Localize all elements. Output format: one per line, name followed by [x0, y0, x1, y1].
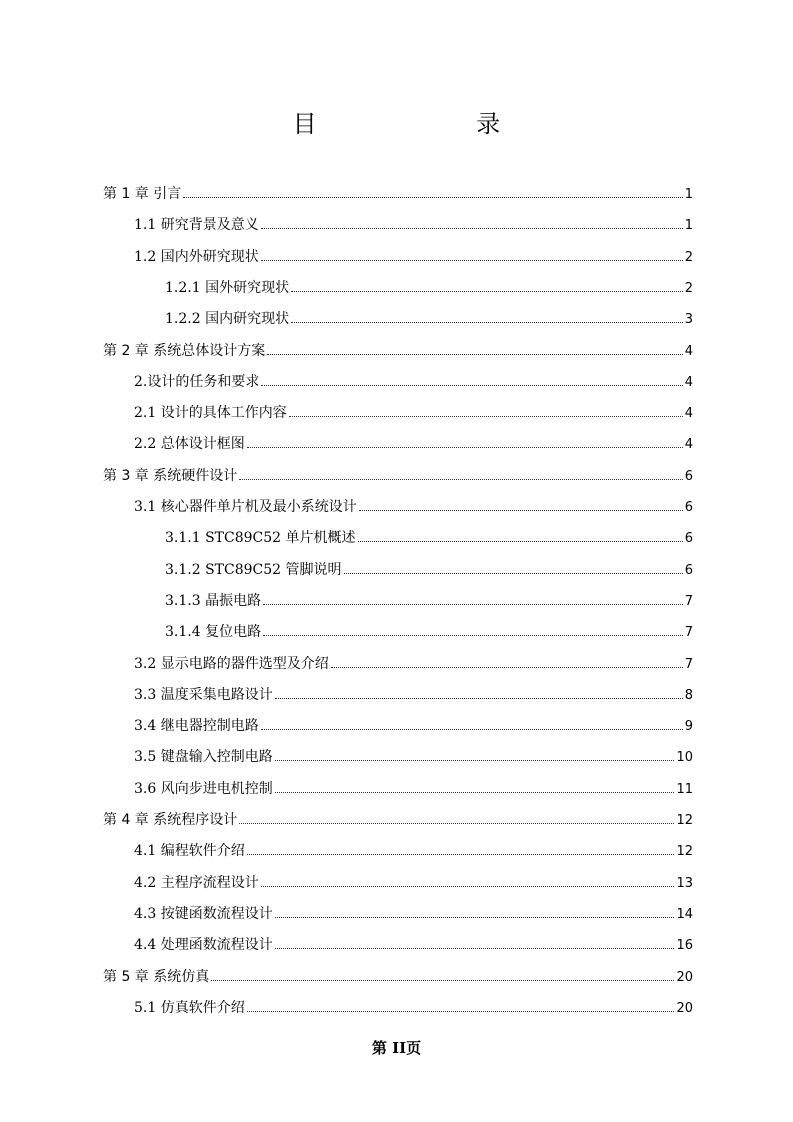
toc-entry-page: 12	[676, 844, 693, 860]
toc-dot-leader	[261, 728, 683, 730]
toc-dot-leader	[239, 478, 682, 480]
toc-dot-leader	[247, 446, 683, 448]
toc-entry[interactable]	[165, 278, 693, 299]
toc-entry-label: 1.2.1 国外研究现状	[165, 279, 290, 296]
toc-dot-leader	[358, 540, 683, 542]
toc-dot-leader	[247, 1010, 675, 1012]
toc-entry[interactable]	[134, 685, 693, 706]
toc-entry[interactable]	[165, 528, 693, 549]
toc-entry[interactable]	[134, 247, 693, 268]
toc-entry-page: 7	[684, 593, 693, 609]
toc-entry[interactable]	[165, 309, 693, 330]
toc-entry[interactable]	[103, 184, 693, 205]
toc-entry[interactable]	[165, 591, 693, 612]
toc-entry-label: 4.3 按键函数流程设计	[134, 905, 273, 922]
toc-entry-page: 2	[684, 249, 693, 265]
toc-entry[interactable]	[134, 998, 693, 1019]
toc-entry-label: 2.设计的任务和要求	[134, 373, 260, 390]
toc-entry-label: 5.1 仿真软件介绍	[134, 999, 245, 1016]
toc-entry[interactable]	[134, 434, 693, 455]
toc-entry-page: 10	[676, 750, 693, 766]
toc-entry[interactable]	[134, 935, 693, 956]
toc-entry-page: 4	[684, 406, 693, 422]
toc-entry-page: 8	[684, 687, 693, 703]
toc-entry-page: 6	[684, 500, 693, 515]
toc-entry[interactable]	[165, 560, 693, 581]
toc-dot-leader	[275, 759, 675, 761]
toc-entry-label: 3.1.1 STC89C52 单片机概述	[165, 530, 356, 547]
toc-dot-leader	[291, 321, 683, 323]
toc-entry-page: 20	[676, 1000, 693, 1016]
toc-entry-page: 1	[684, 187, 693, 202]
toc-entry-page: 14	[676, 906, 693, 922]
toc-dot-leader	[267, 353, 682, 355]
toc-dot-leader	[289, 415, 683, 417]
toc-dot-leader	[275, 916, 675, 918]
toc-entry[interactable]	[134, 841, 693, 862]
toc-entry-label: 1.2.2 国内研究现状	[165, 311, 290, 328]
toc-entry[interactable]	[103, 466, 693, 487]
toc-entry[interactable]	[165, 622, 693, 643]
toc-entry-label: 3.4 继电器控制电路	[134, 718, 259, 735]
toc-entry-page: 13	[676, 875, 693, 891]
toc-entry-label: 3.6 风向步进电机控制	[134, 780, 273, 797]
toc-entry-page: 16	[676, 938, 693, 954]
toc-entry-label: 3.1.2 STC89C52 管脚说明	[165, 561, 342, 578]
toc-entry-label: 第 4 章 系统程序设计	[103, 812, 238, 828]
toc-dot-leader	[275, 697, 683, 699]
toc-entry[interactable]	[134, 497, 693, 518]
toc-entry-label: 2.1 设计的具体工作内容	[134, 405, 287, 422]
toc-entry-page: 9	[684, 719, 693, 735]
toc-entry-label: 3.5 键盘输入控制电路	[134, 749, 273, 766]
toc-entry-label: 1.1 研究背景及意义	[134, 217, 259, 234]
toc-entry-label: 第 2 章 系统总体设计方案	[103, 342, 266, 359]
toc-dot-leader	[275, 947, 675, 949]
toc-dot-leader	[359, 509, 683, 511]
toc-entry-page: 4	[684, 343, 693, 359]
toc-entry-page: 1	[684, 218, 693, 234]
page-footer: 第 II页	[371, 1039, 422, 1057]
toc-entry-label: 3.2 显示电路的器件选型及介绍	[134, 655, 329, 672]
toc-entry-label: 第 1 章 引言	[103, 186, 182, 202]
toc-dot-leader	[344, 572, 683, 574]
toc-entry-page: 7	[684, 656, 693, 672]
toc-dot-leader	[263, 603, 683, 605]
toc-entry-page: 4	[684, 437, 693, 453]
toc-dot-leader	[261, 384, 682, 386]
toc-entry[interactable]	[134, 873, 693, 894]
toc-entry-page: 11	[676, 781, 693, 797]
toc-dot-leader	[261, 259, 683, 261]
toc-entry-page: 3	[684, 312, 693, 328]
page-title: 目 录	[292, 110, 577, 138]
toc-entry[interactable]	[134, 716, 693, 737]
toc-entry-label: 3.1.3 晶振电路	[165, 592, 262, 609]
toc-dot-leader	[247, 853, 675, 855]
toc-entry-label: 3.3 温度采集电路设计	[134, 686, 273, 703]
toc-entry[interactable]	[134, 372, 693, 393]
toc-entry-label: 3.1 核心器件单片机及最小系统设计	[134, 499, 357, 515]
toc-entry[interactable]	[134, 403, 693, 424]
toc-dot-leader	[183, 196, 682, 198]
toc-dot-leader	[263, 634, 683, 636]
toc-entry-page: 6	[684, 562, 693, 578]
toc-dot-leader	[239, 822, 674, 824]
toc-entry-page: 12	[676, 813, 693, 828]
toc-entry-label: 4.2 主程序流程设计	[134, 874, 259, 891]
toc-dot-leader	[211, 979, 674, 981]
toc-entry-label: 3.1.4 复位电路	[165, 624, 262, 641]
toc-entry-label: 4.4 处理函数流程设计	[134, 937, 273, 954]
toc-entry[interactable]	[134, 779, 693, 800]
toc-entry-page: 2	[684, 280, 693, 296]
toc-entry[interactable]	[134, 904, 693, 925]
toc-entry-label: 2.2 总体设计框图	[134, 436, 245, 453]
toc-entry-label: 4.1 编程软件介绍	[134, 843, 245, 860]
toc-dot-leader	[261, 885, 675, 887]
toc-entry[interactable]	[103, 967, 693, 988]
toc-entry-label: 第 3 章 系统硬件设计	[103, 467, 238, 484]
toc-entry[interactable]	[134, 654, 693, 675]
toc-entry-label: 第 5 章 系统仿真	[103, 968, 210, 985]
toc-dot-leader	[291, 290, 683, 292]
toc-entry[interactable]	[134, 215, 693, 236]
toc-entry-page: 20	[676, 969, 693, 985]
toc-entry-page: 4	[684, 374, 693, 390]
toc-dot-leader	[331, 666, 683, 668]
toc-dot-leader	[261, 227, 683, 229]
toc-dot-leader	[275, 791, 675, 793]
toc-entry[interactable]	[103, 341, 693, 362]
toc-entry-page: 6	[684, 531, 693, 547]
toc-entry[interactable]	[103, 810, 693, 831]
toc-entry-label: 1.2 国内外研究现状	[134, 248, 259, 265]
toc-entry-page: 7	[684, 625, 693, 641]
toc-entry-page: 6	[684, 468, 693, 484]
toc-entry[interactable]	[134, 747, 693, 768]
